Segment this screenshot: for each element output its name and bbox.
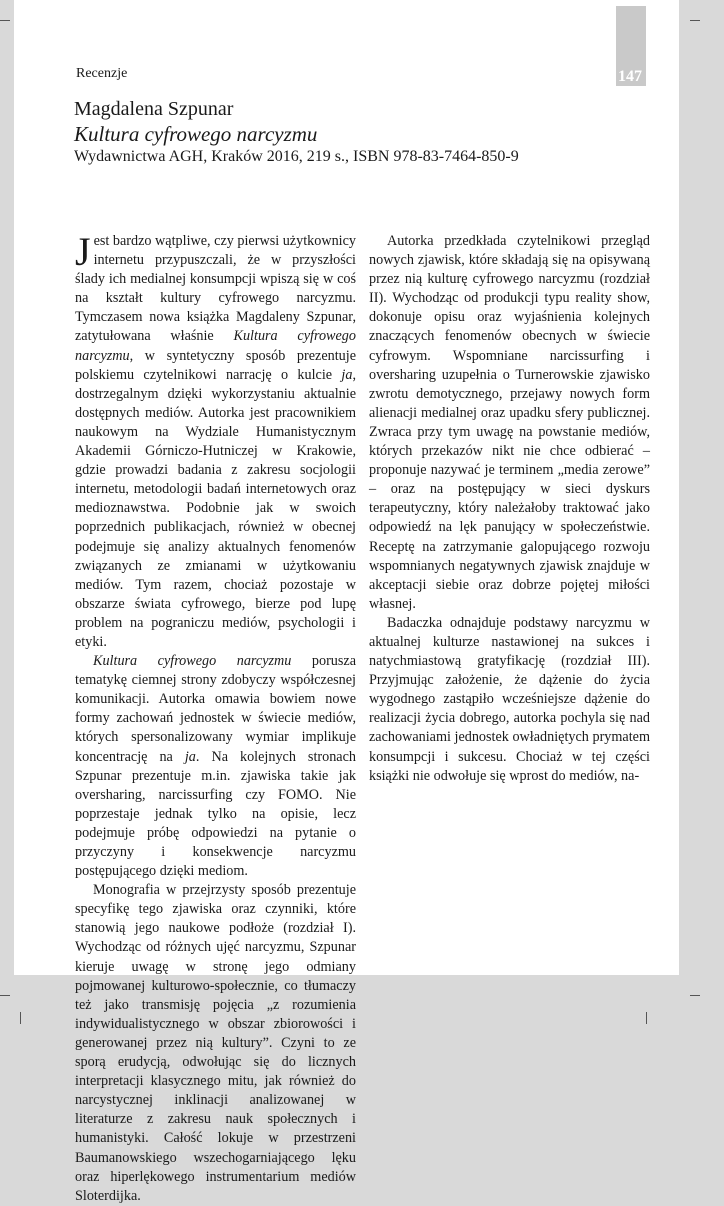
p1-text-1: est bardzo wątpliwe, czy pierwsi użytkownicy internetu przypuszczali, że w przyszłości ślady ich medialnej konsumpcji wpiszą się w coś na kształt kultury cyfrowego narcyzmu. Tymczasem nowa książka Magdaleny Szpunar, zatytułowana właśnie [75, 233, 356, 345]
p2-text-1: porusza tematykę ciemnej strony zdobyczy współczesnej komunikacji. Autorka omawia bowiem nowe formy zachowań jednostek w świecie mediów, których spersonalizowany wymiar implikuje koncentrację na [75, 653, 357, 765]
p1-italic-ja: ja [341, 366, 353, 383]
running-head: Recenzje [76, 66, 128, 81]
crop-mark-top-right [690, 20, 700, 21]
p1-text-3: , dostrzegalnym dzięki wykorzystaniu aktualnie dostępnych mediów. Autorka jest pracownikiem naukowym na Wydziale Humanistycznym Akademii Górniczo-Hutniczej w Krakowie, gdzie prowadzi badania z zakresu socjologii internetu, metodologii badań internetowych oraz medioznawstwa. Podobnie jak w swoich poprzednich publikacjach, również w obecnej podejmuje się analizy aktualnych fenomenów związanych ze zmianami w użytkowaniu mediów. Tym razem, chociaż pozostaje w obszarze świata cyfrowego, bierze pod lupę problem na pograniczu mediów, psychologii i etyki. [75, 366, 356, 650]
p2-text-2: . Na kolejnych stronach Szpunar prezentuje m.in. zjawiska takie jak oversharing, narcissurfing czy FOMO. Nie poprzestaje jednak tylko na opisie, lecz podejmuje próbę odpowiedzi na pytanie o przyczyny i konsekwencje narcyzmu postępującego dzięki mediom. [75, 748, 356, 880]
paragraph-3-start [75, 881, 356, 1204]
paragraph-2 [75, 652, 356, 881]
review-author: Magdalena Szpunar [74, 98, 234, 120]
p1-italic-title: Kultura cyfrowego narcyzmu [75, 328, 356, 364]
text-column-right [369, 232, 650, 786]
p1-text-2: , w syntetyczny sposób prezentuje polskiemu czytelnikowi narrację o kulcie [75, 347, 356, 383]
crop-mark-bottom-right-v [646, 1012, 647, 1024]
page-number: 147 [618, 68, 642, 85]
crop-mark-bottom-left-v [20, 1012, 21, 1024]
p3-text: Monografia w przejrzysty sposób prezentuje specyfikę tego zjawiska oraz czynniki, które stanowią jego naukowe podłoże (rozdział I). Wychodząc od różnych ujęć narcyzmu, Szpunar kieruje uwagę w stronę jego odmiany pojmowanej kulturowo-społecznie, co tłumaczy też jako transmisję pojęcia „z rozumienia indywidualistycznego w obszar zbiorowości i generowanej przez nią kultury”. Czyni to ze sporą erudycją, odwołując się do licznych interpretacji klasycznego mitu, jak również do narcystycznej inklinacji analizowanej w literaturze z zakresu nauk społecznych i humanistyki. Całość lokuje w przestrzeni Baumanowskiego wszechogarniającego lęku oraz hiperlękowego instrumentarium mediów Sloterdijka. [75, 882, 356, 1204]
crop-mark-top-left [0, 20, 10, 21]
publication-info: Wydawnictwa AGH, Kraków 2016, 219 s., ISBN 978-83-7464-850-9 [74, 148, 519, 165]
drop-cap: J [75, 229, 91, 274]
book-title: Kultura cyfrowego narcyzmu [74, 122, 318, 146]
p2-italic-ja: ja [184, 748, 196, 765]
text-column-left [75, 229, 357, 1204]
p2-italic-title: Kultura cyfrowego narcyzmu [93, 653, 292, 670]
paragraph-4 [369, 232, 650, 614]
p5-text: Badaczka odnajduje podstawy narcyzmu w aktualnej kulturze nastawionej na sukces i natychmiastową gratyfikację (rozdział III). Przyjmując założenie, że dążenie do życia wygodnego zastąpiło wcześniejsze dążenie do realizacji życia dobrego, autorka pochyla się nad zachowaniami jednostek owładniętych prymatem konsumpcji i sukcesu. Chociaż w tej części książki nie odwołuje się wprost do mediów, na- [369, 614, 650, 784]
crop-mark-bottom-right [690, 995, 700, 996]
crop-mark-bottom-left [0, 995, 10, 996]
paragraph-1 [75, 229, 356, 652]
paragraph-5 [369, 614, 650, 786]
p4-text: Autorka przedkłada czytelnikowi przegląd nowych zjawisk, które składają się na opisywaną przez nią kulturę cyfrowego narcyzmu (rozdział II). Wychodząc od produkcji typu reality show, dokonuje opisu oraz wyjaśnienia kolejnych znaczących fenomenów obecnych w świecie cyfrowym. Wspomniane narcissurfing i oversharing uzupełnia o Turnerowskie zjawisko zwrotu demotycznego, przejawy nowych form alienacji medialnej oraz upadku sfery publicznej. Zwraca przy tym uwagę na powstanie mediów, których przekazów nikt nie chce odbierać – proponuje nazywać je terminem „media zerowe” – oraz na postępujący w sieci dyskurs terapeutyczny, który należałoby traktować jako odpowiedź na lęk panujący w społeczeństwie. Receptę na zatrzymanie galopującego rozwoju wspomnianych negatywnych zjawisk znajduje w akceptacji siebie oraz dobrze pojętej miłości własnej. [369, 233, 650, 612]
